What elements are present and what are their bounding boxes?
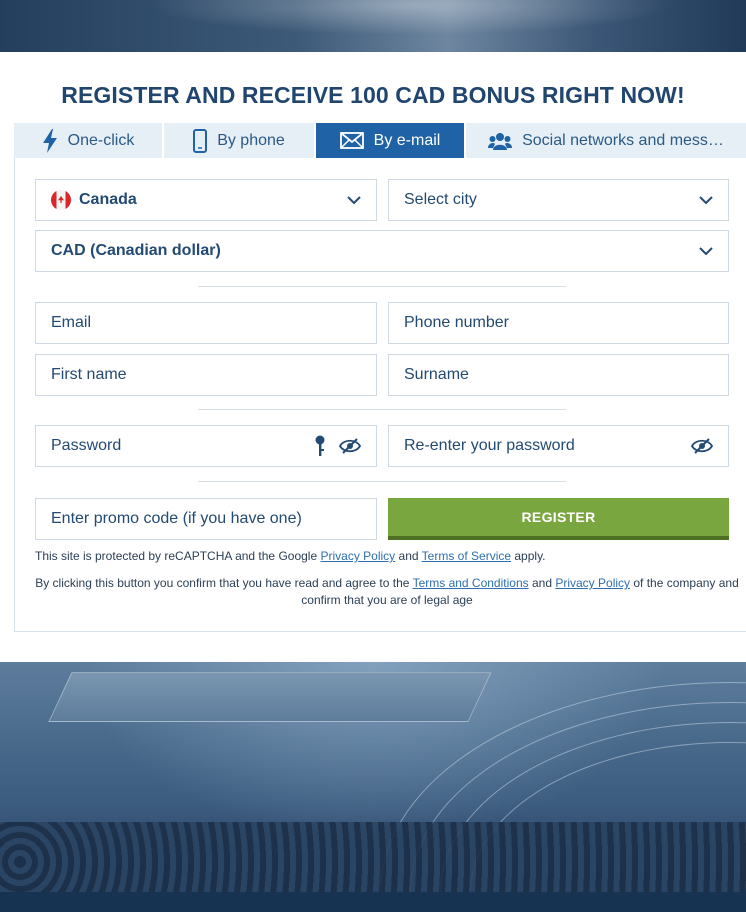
toggle-repeat-password-visibility-button[interactable] bbox=[691, 435, 713, 457]
promo-code-field[interactable] bbox=[35, 498, 377, 540]
tab-by-phone[interactable] bbox=[164, 123, 316, 158]
and-text: and bbox=[531, 576, 552, 590]
recaptcha-notice bbox=[35, 549, 546, 563]
page-title: REGISTER AND RECEIVE 100 CAD BONUS RIGHT NOW! bbox=[61, 82, 685, 108]
divider bbox=[198, 286, 566, 287]
tab-label: By phone bbox=[217, 131, 285, 149]
stadium-field bbox=[48, 672, 491, 722]
divider bbox=[198, 409, 566, 410]
canada-flag-icon bbox=[51, 190, 71, 210]
tab-one-click[interactable] bbox=[14, 123, 164, 158]
apply-text: apply. bbox=[514, 549, 546, 563]
registration-panel bbox=[0, 52, 746, 662]
email-placeholder: Email bbox=[51, 314, 92, 331]
eye-slash-icon bbox=[339, 438, 361, 454]
tab-label: One-click bbox=[67, 131, 135, 149]
users-icon bbox=[488, 132, 512, 150]
country-select[interactable] bbox=[35, 179, 377, 221]
terms-of-service-link[interactable]: Terms of Service bbox=[421, 549, 512, 563]
generate-password-button[interactable] bbox=[309, 435, 331, 457]
divider bbox=[198, 481, 566, 482]
currency-select[interactable] bbox=[35, 230, 729, 272]
tab-by-email[interactable] bbox=[316, 123, 466, 158]
phone-placeholder: Phone number bbox=[404, 314, 509, 331]
chevron-down-icon bbox=[699, 193, 713, 207]
repeat-password-field[interactable] bbox=[388, 425, 729, 467]
footer-bar bbox=[0, 892, 746, 912]
tab-social-networks[interactable] bbox=[466, 123, 746, 158]
registration-tabs bbox=[14, 123, 746, 158]
confirm-text: By clicking this button you confirm that you have read and agree to the bbox=[35, 576, 410, 590]
privacy-policy-link-2[interactable]: Privacy Policy bbox=[555, 576, 631, 590]
stadium-crowd bbox=[0, 822, 746, 892]
phone-field[interactable] bbox=[388, 302, 729, 344]
header-background bbox=[0, 0, 746, 52]
email-field[interactable] bbox=[35, 302, 377, 344]
password-placeholder: Password bbox=[51, 437, 122, 454]
eye-slash-icon bbox=[691, 438, 713, 454]
password-field[interactable] bbox=[35, 425, 377, 467]
chevron-down-icon bbox=[699, 244, 713, 258]
currency-value: CAD (Canadian dollar) bbox=[51, 242, 221, 259]
confirm-suffix-text: of the company and confirm that you are of legal age bbox=[301, 576, 739, 607]
privacy-policy-link[interactable]: Privacy Policy bbox=[320, 549, 396, 563]
tab-label: By e-mail bbox=[373, 131, 441, 149]
terms-and-conditions-link[interactable]: Terms and Conditions bbox=[412, 576, 529, 590]
stadium-background bbox=[0, 662, 746, 892]
chevron-down-icon bbox=[347, 193, 361, 207]
key-icon bbox=[314, 435, 326, 457]
register-button[interactable]: REGISTER bbox=[388, 498, 729, 540]
first-name-field[interactable] bbox=[35, 354, 377, 396]
tab-label: Social networks and mess… bbox=[522, 131, 724, 149]
phone-icon bbox=[193, 129, 207, 153]
recaptcha-text: This site is protected by reCAPTCHA and the Google bbox=[35, 549, 318, 563]
toggle-password-visibility-button[interactable] bbox=[339, 435, 361, 457]
promo-code-placeholder: Enter promo code (if you have one) bbox=[51, 510, 302, 527]
legal-confirmation bbox=[35, 575, 739, 609]
first-name-placeholder: First name bbox=[51, 366, 127, 383]
city-placeholder: Select city bbox=[404, 191, 477, 208]
lightning-icon bbox=[42, 129, 58, 153]
country-value: Canada bbox=[79, 191, 137, 208]
envelope-icon bbox=[340, 132, 364, 149]
city-select[interactable] bbox=[388, 179, 729, 221]
surname-placeholder: Surname bbox=[404, 366, 469, 383]
repeat-password-placeholder: Re-enter your password bbox=[404, 437, 575, 454]
and-text: and bbox=[398, 549, 419, 563]
surname-field[interactable] bbox=[388, 354, 729, 396]
